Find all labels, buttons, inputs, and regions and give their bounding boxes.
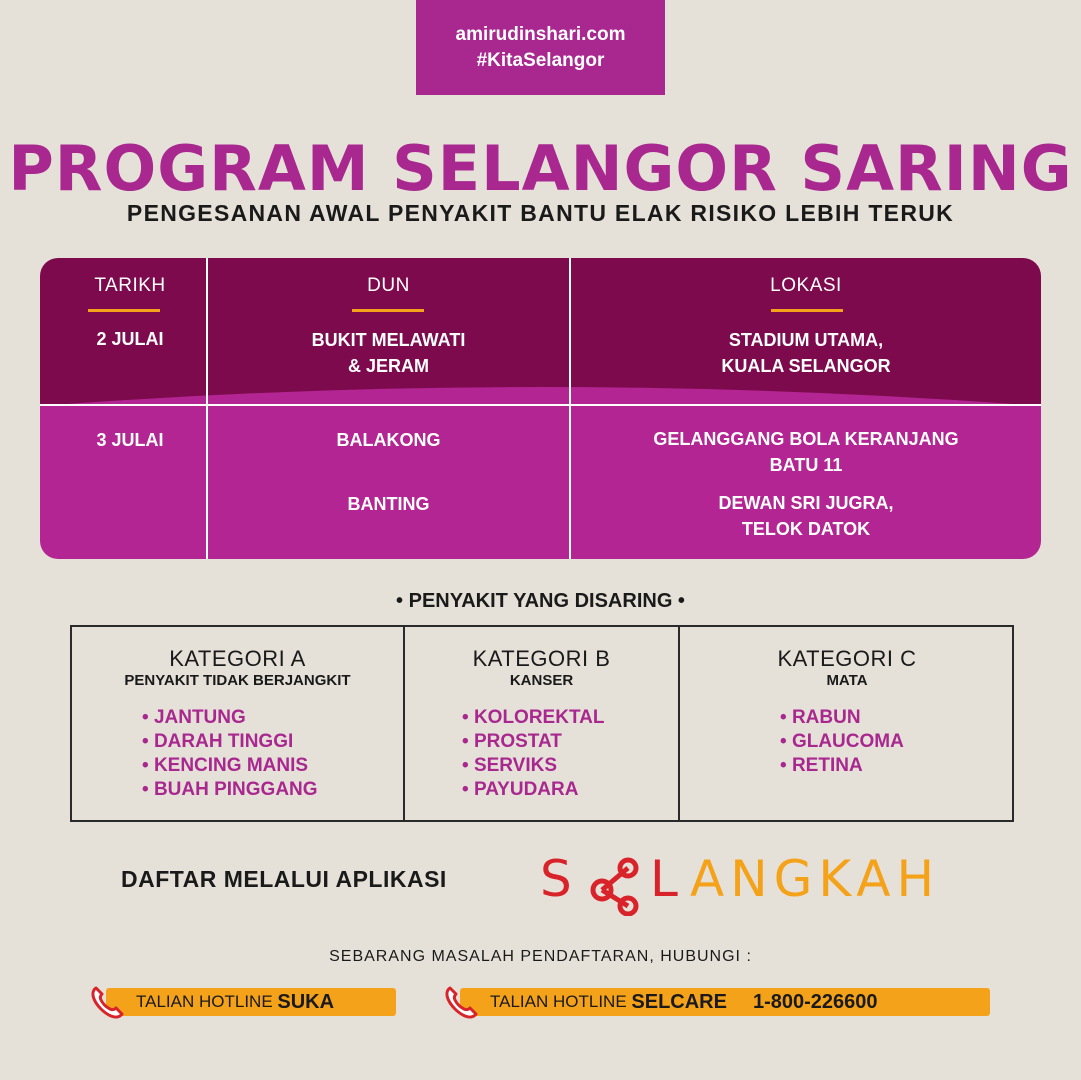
- col-head-underline: [771, 309, 843, 312]
- row-date: 3 JULAI: [96, 430, 164, 450]
- list-item: • KOLOREKTAL: [462, 706, 604, 730]
- hotline-name: SELCARE: [631, 990, 727, 1013]
- schedule-row-divider: [40, 404, 1041, 406]
- logo-letter-s: S: [540, 850, 578, 908]
- schedule-table: [40, 258, 1041, 559]
- header-tag: [416, 0, 665, 95]
- row-dun: BUKIT MELAWATI & JERAM: [311, 330, 466, 376]
- selangkah-logo: [540, 850, 970, 920]
- list-item: • GLAUCOMA: [780, 730, 904, 754]
- hotline-selcare: [460, 988, 990, 1016]
- category-subtitle: KANSER: [509, 672, 574, 689]
- contact-label: SEBARANG MASALAH PENDAFTARAN, HUBUNGI :: [329, 948, 752, 965]
- page-title: PROGRAM SELANGOR SARING: [8, 132, 1073, 205]
- list-item: • KENCING MANIS: [142, 754, 318, 778]
- phone-icon: [442, 982, 482, 1022]
- category-c: [680, 646, 1014, 689]
- list-item: • JANTUNG: [142, 706, 318, 730]
- row-location: STADIUM UTAMA, KUALA SELANGOR: [721, 330, 891, 376]
- row-location: DEWAN SRI JUGRA, TELOK DATOK: [718, 493, 894, 539]
- hashtag-label: #KitaSelangor: [476, 49, 605, 71]
- category-title: KATEGORI C: [777, 646, 917, 671]
- phone-icon: [88, 982, 128, 1022]
- hotline-prefix: TALIAN HOTLINE: [490, 992, 627, 1011]
- category-title: KATEGORI B: [472, 646, 611, 671]
- col-head-dun: DUN: [367, 275, 410, 296]
- list-item: • SERVIKS: [462, 754, 604, 778]
- col-head-date: TARIKH: [94, 275, 166, 296]
- category-subtitle: MATA: [826, 672, 868, 689]
- category-subtitle: PENYAKIT TIDAK BERJANGKIT: [124, 672, 351, 689]
- col-head-underline: [88, 309, 160, 312]
- list-item: • PROSTAT: [462, 730, 604, 754]
- category-c-list: [780, 706, 904, 778]
- logo-text-rest: ANGKAH: [690, 850, 941, 908]
- category-b: [405, 646, 678, 689]
- list-item: • RABUN: [780, 706, 904, 730]
- list-item: • DARAH TINGGI: [142, 730, 318, 754]
- register-label: DAFTAR MELALUI APLIKASI: [121, 866, 447, 892]
- logo-letter-l: L: [650, 850, 684, 908]
- col-head-location: LOKASI: [770, 275, 842, 296]
- section-title: • PENYAKIT YANG DISARING •: [396, 590, 685, 612]
- list-item: • BUAH PINGGANG: [142, 778, 318, 802]
- list-item: • RETINA: [780, 754, 904, 778]
- hotline-number: 1-800-226600: [752, 990, 878, 1013]
- row-location: GELANGGANG BOLA KERANJANG BATU 11: [653, 429, 959, 475]
- hotline-suka: [106, 988, 396, 1016]
- category-a-list: [142, 706, 318, 802]
- row-date: 2 JULAI: [96, 329, 164, 349]
- share-network-icon: [588, 856, 646, 916]
- list-item: • PAYUDARA: [462, 778, 604, 802]
- hotline-name: SUKA: [277, 990, 335, 1013]
- row-dun: BANTING: [347, 494, 430, 514]
- category-a: [72, 646, 403, 689]
- row-dun: BALAKONG: [336, 430, 441, 450]
- website-label: amirudinshari.com: [455, 23, 626, 45]
- hotline-prefix: TALIAN HOTLINE: [136, 992, 273, 1011]
- page-subtitle: PENGESANAN AWAL PENYAKIT BANTU ELAK RISIKO LEBIH TERUK: [126, 200, 955, 226]
- category-title: KATEGORI A: [169, 646, 306, 671]
- col-head-underline: [352, 309, 424, 312]
- category-b-list: [462, 706, 604, 802]
